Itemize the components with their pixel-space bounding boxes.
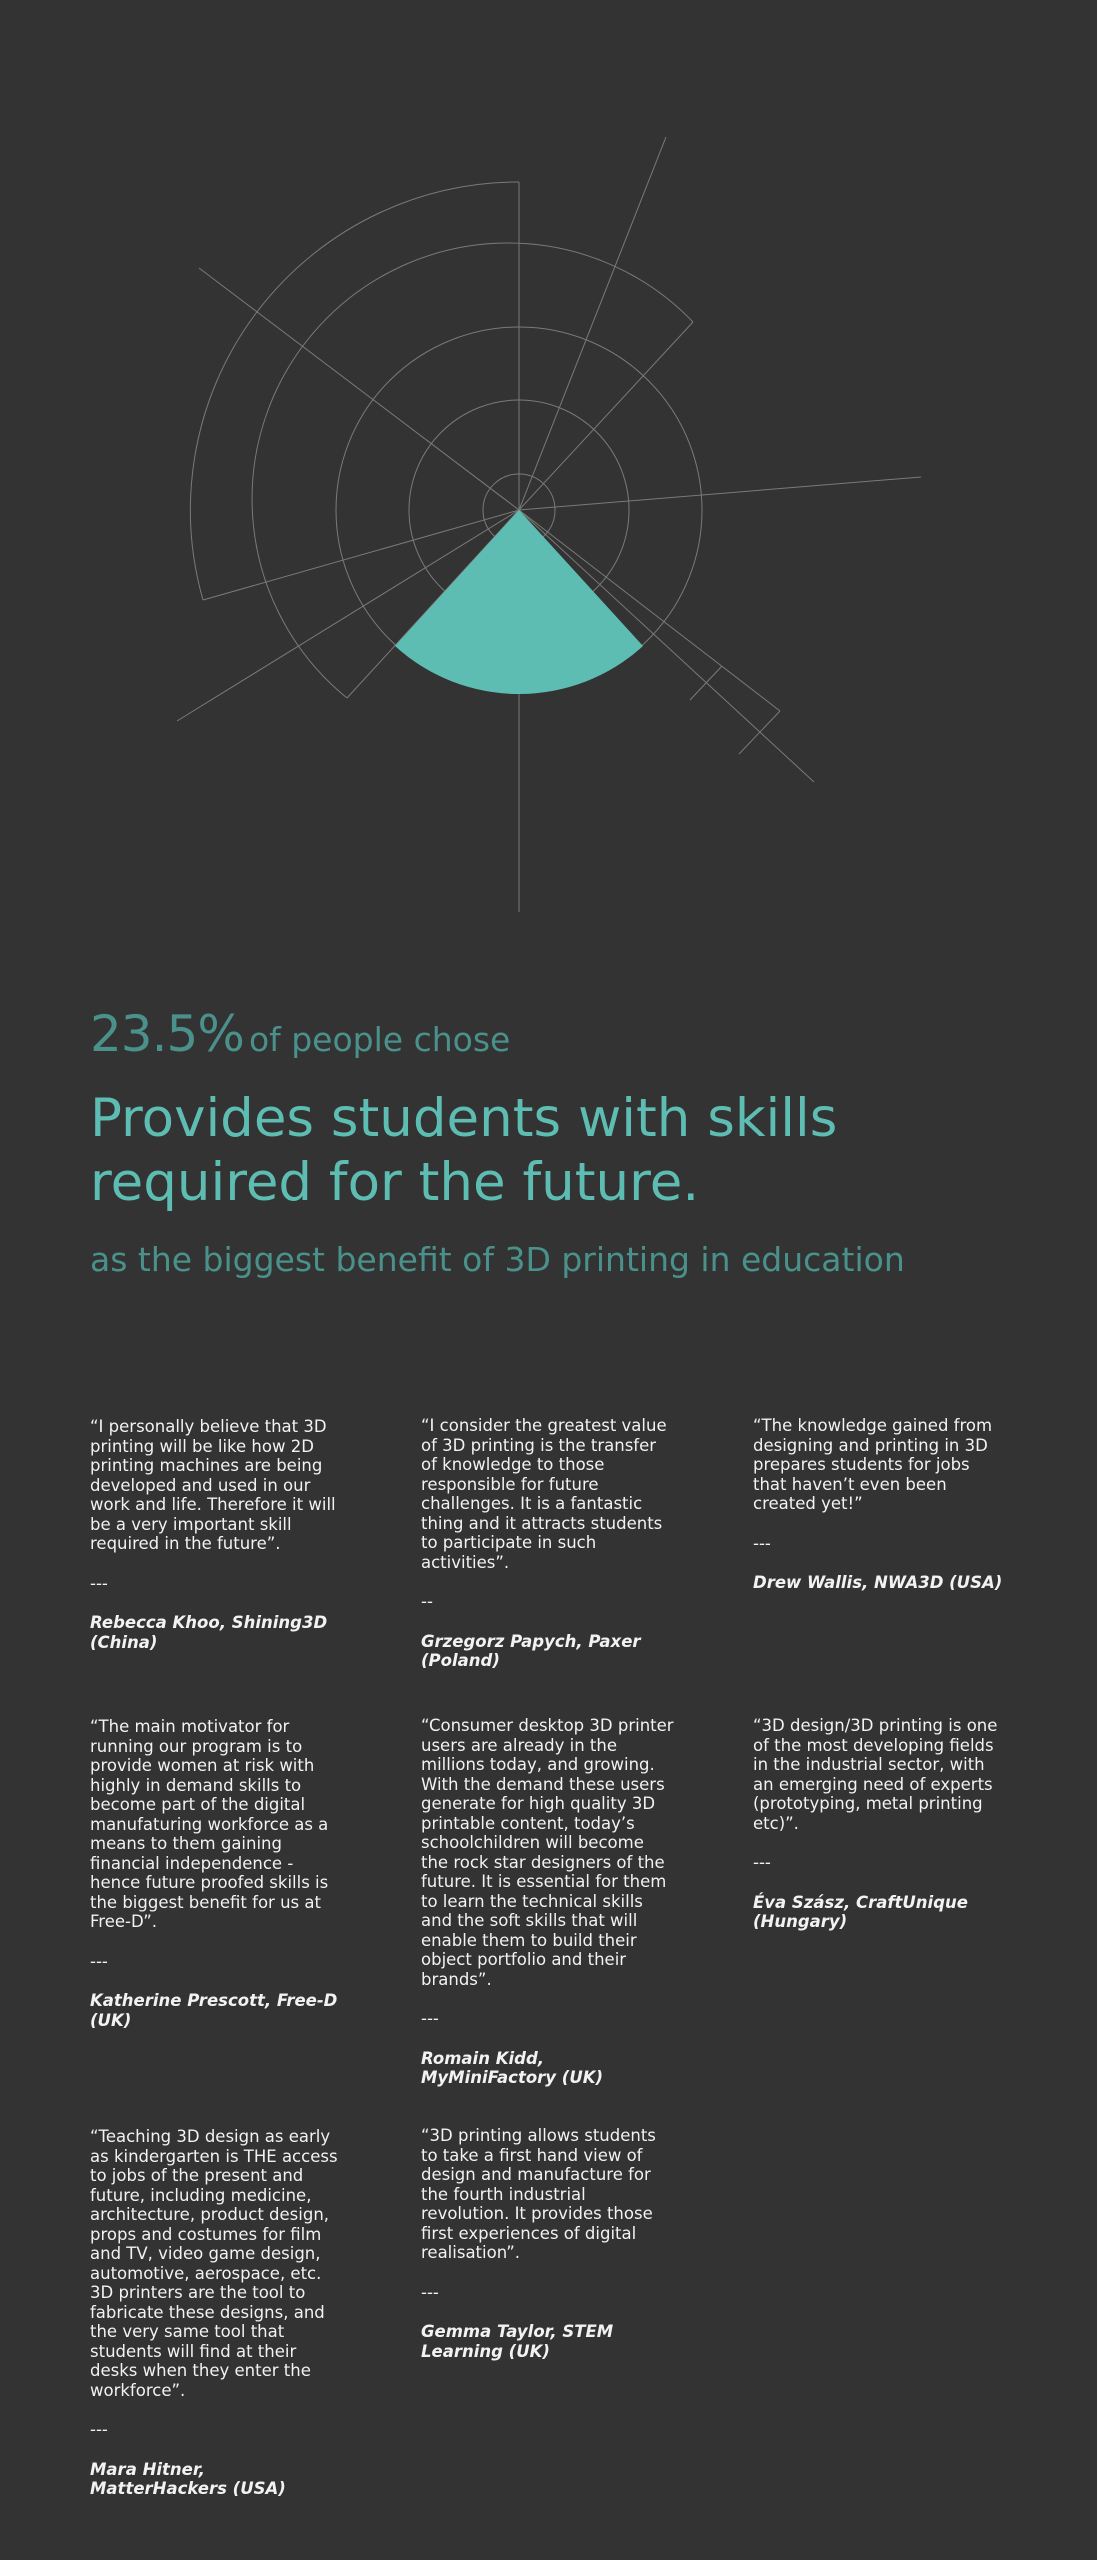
stat-percent: 23.5% xyxy=(90,1005,244,1063)
quote-card xyxy=(90,1417,345,1652)
radial-spoke xyxy=(199,268,519,510)
quote-card xyxy=(421,2126,676,2361)
quote-author: Rebecca Khoo, Shining3D (China) xyxy=(90,1613,328,1652)
quote-separator: --- xyxy=(753,1533,771,1553)
quote-author: Drew Wallis, NWA3D (USA) xyxy=(753,1573,1003,1592)
quote-text: “The main motivator for running our program is to provide women at risk with highly in demand skills to become part of the digital manufaturing workforce as a means to them gaining financial independence - hence future proofed skills is the biggest benefit for us at Free-D”. xyxy=(90,1717,329,1931)
quote-separator: -- xyxy=(421,1592,433,1611)
radial-arc-outer xyxy=(190,182,519,600)
quote-text: “Teaching 3D design as early as kindergarten is THE access to jobs of the present and future, including medicine, architecture, product design, props and costumes for film and TV, video game design, automotive, aerospace, etc. 3D printers are the tool to fabricate these designs, and the very same tool that students will find at their desks when they enter the workforce”. xyxy=(90,2127,338,2400)
quote-author: Katherine Prescott, Free-D (UK) xyxy=(90,1991,338,2030)
highlight-segment xyxy=(395,510,643,694)
quote-author: Gemma Taylor, STEM Learning (UK) xyxy=(421,2322,614,2361)
stat-suffix: of people chose xyxy=(248,1020,511,1059)
quote-card xyxy=(421,1716,676,2088)
radial-spoke xyxy=(519,137,666,510)
quote-text: “Consumer desktop 3D printer users are already in the millions today, and growing. With the demand these users generate for high quality 3D printable content, today’s schoolchildren will become the rock star designers of the future. It is essential for them to learn the technical skills and the soft skills that will enable them to build their object portfolio and their brands”. xyxy=(421,1716,674,1989)
radial-spoke xyxy=(519,322,693,510)
quote-author: Éva Szász, CraftUnique (Hungary) xyxy=(753,1892,968,1931)
radial-chart xyxy=(0,0,1097,940)
quote-text: “3D printing allows students to take a first hand view of design and manufacture for the fourth industrial revolution. It provides those first experiences of digital realisation”. xyxy=(421,2126,656,2262)
quote-separator: --- xyxy=(753,1853,771,1872)
quote-author: Romain Kidd, MyMiniFactory (UK) xyxy=(421,2048,604,2087)
quote-text: “I consider the greatest value of 3D printing is the transfer of knowledge to those responsible for future challenges. It is a fantastic thing and it attracts students to participate in such activities”. xyxy=(421,1416,667,1572)
quote-author: Grzegorz Papych, Paxer (Poland) xyxy=(421,1631,641,1670)
radial-arc-tick xyxy=(690,666,722,700)
quote-separator: --- xyxy=(421,2009,439,2028)
quote-text: “3D design/3D printing is one of the most developing fields in the industrial sector, with an emerging need of experts (prototyping, metal printing etc)”. xyxy=(753,1716,998,1833)
quote-text: “The knowledge gained from designing and printing in 3D prepares students for jobs that haven’t even been created yet!” xyxy=(753,1416,993,1513)
stat-line xyxy=(90,1005,510,1063)
quote-card xyxy=(753,1416,1008,1593)
quote-separator: --- xyxy=(90,2420,108,2439)
quote-text: “I personally believe that 3D printing will be like how 2D printing machines are being developed and used in our work and life. Therefore it will be a very important skill required in the future”. xyxy=(90,1417,336,1553)
quote-separator: --- xyxy=(90,1951,108,1971)
quote-separator: --- xyxy=(421,2282,439,2302)
radial-arc-tick xyxy=(739,711,780,754)
quote-card xyxy=(90,1717,345,2030)
quote-author: Mara Hitner, MatterHackers (USA) xyxy=(90,2459,286,2498)
quote-separator: --- xyxy=(90,1573,108,1593)
quote-card xyxy=(421,1416,676,1671)
quote-card xyxy=(753,1716,1008,1932)
quote-card xyxy=(90,2127,345,2499)
stat-subline: as the biggest benefit of 3D printing in education xyxy=(90,1240,905,1279)
radial-spoke xyxy=(519,477,921,510)
stat-headline: Provides students with skills required for the future. xyxy=(90,1088,838,1213)
